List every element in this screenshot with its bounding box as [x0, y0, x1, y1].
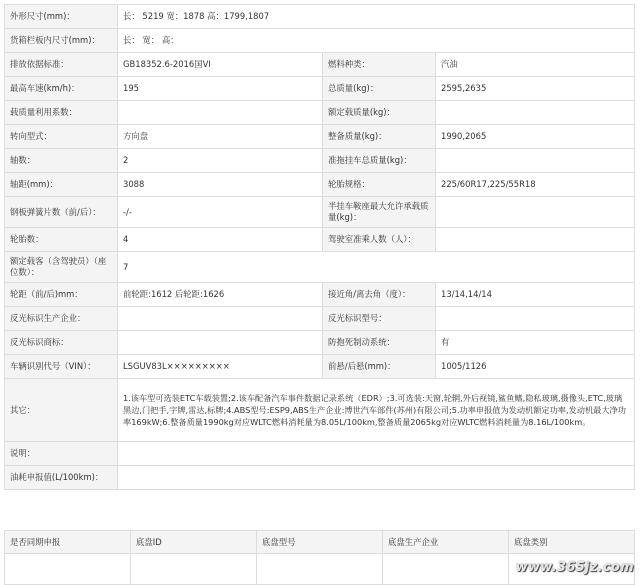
spec-value: 2595,2635 — [436, 77, 635, 101]
column-header: 底盘ID — [131, 531, 257, 554]
spec-key: 最高车速(km/h)： — [5, 77, 118, 101]
column-header: 底盘型号 — [257, 531, 383, 554]
spec-value — [118, 331, 323, 355]
table-row — [5, 29, 635, 53]
spec-value: 3088 — [118, 173, 323, 197]
spec-value: 7 — [118, 252, 635, 283]
table-cell — [257, 554, 383, 585]
table-cell — [5, 554, 131, 585]
spec-value: 4 — [118, 228, 323, 252]
spec-key: 防抱死制动系统： — [323, 331, 436, 355]
spec-key: 驾驶室准乘人数（人）： — [323, 228, 436, 252]
table-row — [5, 125, 635, 149]
table-row — [5, 149, 635, 173]
spec-value: -/- — [118, 197, 323, 228]
spec-value: 225/60R17,225/55R18 — [436, 173, 635, 197]
spec-value — [436, 228, 635, 252]
spec-key: 总质量(kg)： — [323, 77, 436, 101]
spec-key: 轮胎规格： — [323, 173, 436, 197]
spec-value — [436, 101, 635, 125]
spec-value — [118, 101, 323, 125]
spec-value: LSGUV83L××××××××× — [118, 355, 323, 379]
spec-key: 额定载质量(kg)： — [323, 101, 436, 125]
spec-value: GB18352.6-2016国VI — [118, 53, 323, 77]
table-row — [5, 5, 635, 29]
table-row — [5, 77, 635, 101]
vehicle-spec-table — [4, 4, 635, 490]
table-row — [5, 466, 635, 490]
spec-value: 2 — [118, 149, 323, 173]
table-header-row — [5, 531, 635, 554]
spec-key: 车辆识别代号（VIN）： — [5, 355, 118, 379]
table-row — [5, 307, 635, 331]
spec-key: 说明： — [5, 442, 118, 466]
spec-value — [118, 466, 635, 490]
spec-key: 轮胎数： — [5, 228, 118, 252]
spec-key: 准拖挂车总质量(kg)： — [323, 149, 436, 173]
spec-key: 反光标识商标： — [5, 331, 118, 355]
spec-key: 反光标识型号： — [323, 307, 436, 331]
table-row — [5, 228, 635, 252]
table-row — [5, 442, 635, 466]
table-row — [5, 379, 635, 442]
spec-value: 方向盘 — [118, 125, 323, 149]
spec-key: 额定载客（含驾驶员）（座位数）： — [5, 252, 118, 283]
spec-value: 1005/1126 — [436, 355, 635, 379]
table-row — [5, 331, 635, 355]
spec-value: 1.该车型可选装ETC车载装置;2.该车配备汽车事件数据记录系统（EDR）;3.可选装:天窗,轮辋,外后视镜,鲨鱼鳍,隐私玻璃,摄像头,ETC,玻璃黑边,门把手,字牌,雷达,标牌;4.ABS型号:ESP9,ABS生产企业:博世汽车部件(苏州)有限公司;5.功率申报值为发动机额定功率,发动机最大净功率169kW;6.整备质量1990kg对应WLTC燃料消耗量为8.05L/100km,整备质量2065kg对应WLTC燃料消耗量为8.16L/100km。 — [118, 379, 635, 442]
spec-key: 钢板弹簧片数（前/后）： — [5, 197, 118, 228]
spec-key: 其它： — [5, 379, 118, 442]
spec-key: 外形尺寸(mm)： — [5, 5, 118, 29]
spec-value — [118, 442, 635, 466]
spec-key: 排放依据标准： — [5, 53, 118, 77]
table-row — [5, 53, 635, 77]
table-row — [5, 252, 635, 283]
spec-value: 汽油 — [436, 53, 635, 77]
table-cell — [383, 554, 509, 585]
table-row — [5, 355, 635, 379]
watermark: www.365jz.com — [516, 560, 634, 575]
spec-value: 195 — [118, 77, 323, 101]
spec-key: 轴距(mm)： — [5, 173, 118, 197]
spec-value: 1990,2065 — [436, 125, 635, 149]
table-row — [5, 197, 635, 228]
column-header: 底盘生产企业 — [383, 531, 509, 554]
spec-value: 有 — [436, 331, 635, 355]
spec-key: 轴数： — [5, 149, 118, 173]
spec-key: 货箱栏板内尺寸(mm)： — [5, 29, 118, 53]
spec-value — [436, 307, 635, 331]
spec-key: 轮距（前/后)mm： — [5, 283, 118, 307]
spec-value: 前轮距:1612 后轮距:1626 — [118, 283, 323, 307]
spec-key: 油耗申报值(L/100km)： — [5, 466, 118, 490]
spec-key: 反光标识生产企业： — [5, 307, 118, 331]
spec-value — [436, 197, 635, 228]
spec-key: 接近角/离去角（度）： — [323, 283, 436, 307]
spec-key: 半挂车鞍座最大允许承载质量(kg)： — [323, 197, 436, 228]
spec-key: 载质量利用系数： — [5, 101, 118, 125]
spec-value — [118, 307, 323, 331]
spec-value — [436, 149, 635, 173]
spec-key: 前悬/后悬(mm)： — [323, 355, 436, 379]
column-header: 底盘类别 — [509, 531, 635, 554]
table-row — [5, 283, 635, 307]
spec-value: 13/14,14/14 — [436, 283, 635, 307]
table-row — [5, 101, 635, 125]
spec-value: 长： 5219 宽：1878 高：1799,1807 — [118, 5, 635, 29]
column-header: 是否同期申报 — [5, 531, 131, 554]
table-cell — [131, 554, 257, 585]
table-row — [5, 173, 635, 197]
chassis-table — [4, 530, 635, 585]
spec-key: 整备质量(kg)： — [323, 125, 436, 149]
spec-key: 转向型式： — [5, 125, 118, 149]
spec-value: 长： 宽： 高： — [118, 29, 635, 53]
spec-key: 燃料种类： — [323, 53, 436, 77]
